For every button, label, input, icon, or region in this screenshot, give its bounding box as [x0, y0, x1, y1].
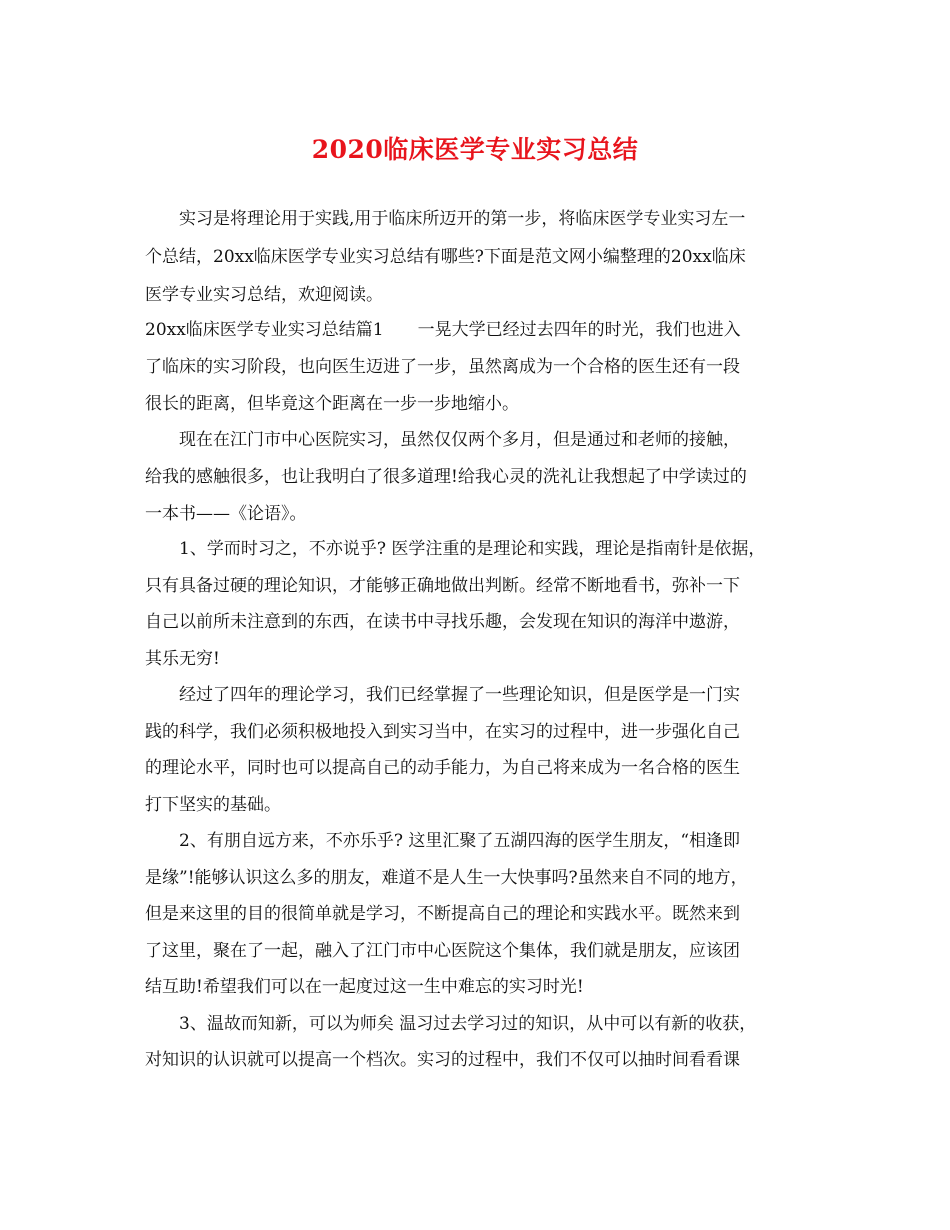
body-line: 了临床的实习阶段，也向医生迈进了一步，虽然离成为一个合格的医生还有一段 [145, 357, 740, 377]
body-line: 了这里，聚在了一起，融入了江门市中心医院这个集体，我们就是朋友，应该团 [145, 941, 740, 961]
body-line: 20xx临床医学专业实习总结篇1 一晃大学已经过去四年的时光，我们也进入 [145, 320, 741, 340]
body-line: 经过了四年的理论学习，我们已经掌握了一些理论知识，但是医学是一门实 [145, 685, 740, 705]
body-line: 给我的感触很多，也让我明白了很多道理!给我心灵的洗礼让我想起了中学读过的 [145, 467, 747, 487]
body-line: 只有具备过硬的理论知识，才能够正确地做出判断。经常不断地看书，弥补一下 [145, 576, 740, 596]
body-line: 结互助!希望我们可以在一起度过这一生中难忘的实习时光! [145, 977, 584, 997]
body-line: 实习是将理论用于实践,用于临床所迈开的第一步，将临床医学专业实习左一 [145, 209, 746, 229]
body-line: 3、温故而知新，可以为师矣 温习过去学习过的知识，从中可以有新的收获， [145, 1014, 757, 1034]
body-line: 一本书——《论语》。 [145, 504, 307, 524]
body-line: 其乐无穷! [145, 649, 220, 669]
body-line: 是缘”!能够认识这么多的朋友，难道不是人生一大快事吗?虽然来自不同的地方， [145, 868, 748, 888]
body-line: 打下坚实的基础。 [145, 795, 281, 815]
body-line: 2、有朋自远方来，不亦乐乎? 这里汇聚了五湖四海的医学生朋友，“相逢即 [145, 831, 741, 851]
body-line: 个总结，20xx临床医学专业实习总结有哪些?下面是范文网小编整理的20xx临床 [145, 247, 746, 267]
body-line: 现在在江门市中心医院实习，虽然仅仅两个多月，但是通过和老师的接触， [145, 430, 740, 450]
body-line: 医学专业实习总结，欢迎阅读。 [145, 285, 383, 305]
document-title: 2020临床医学专业实习总结 [311, 135, 639, 164]
body-line: 践的科学，我们必须积极地投入到实习当中，在实习的过程中，进一步强化自己 [145, 722, 740, 742]
body-line: 但是来这里的目的很简单就是学习，不断提高自己的理论和实践水平。既然来到 [145, 904, 740, 924]
body-line: 自己以前所未注意到的东西，在读书中寻找乐趣，会发现在知识的海洋中遨游， [145, 612, 740, 632]
body-line: 对知识的认识就可以提高一个档次。实习的过程中，我们不仅可以抽时间看看课 [145, 1050, 740, 1070]
body-line: 很长的距离，但毕竟这个距离在一步一步地缩小。 [145, 394, 519, 414]
body-line: 1、学而时习之，不亦说乎? 医学注重的是理论和实践，理论是指南针是依据， [145, 539, 766, 559]
body-line: 的理论水平，同时也可以提高自己的动手能力，为自己将来成为一名合格的医生 [145, 758, 740, 778]
